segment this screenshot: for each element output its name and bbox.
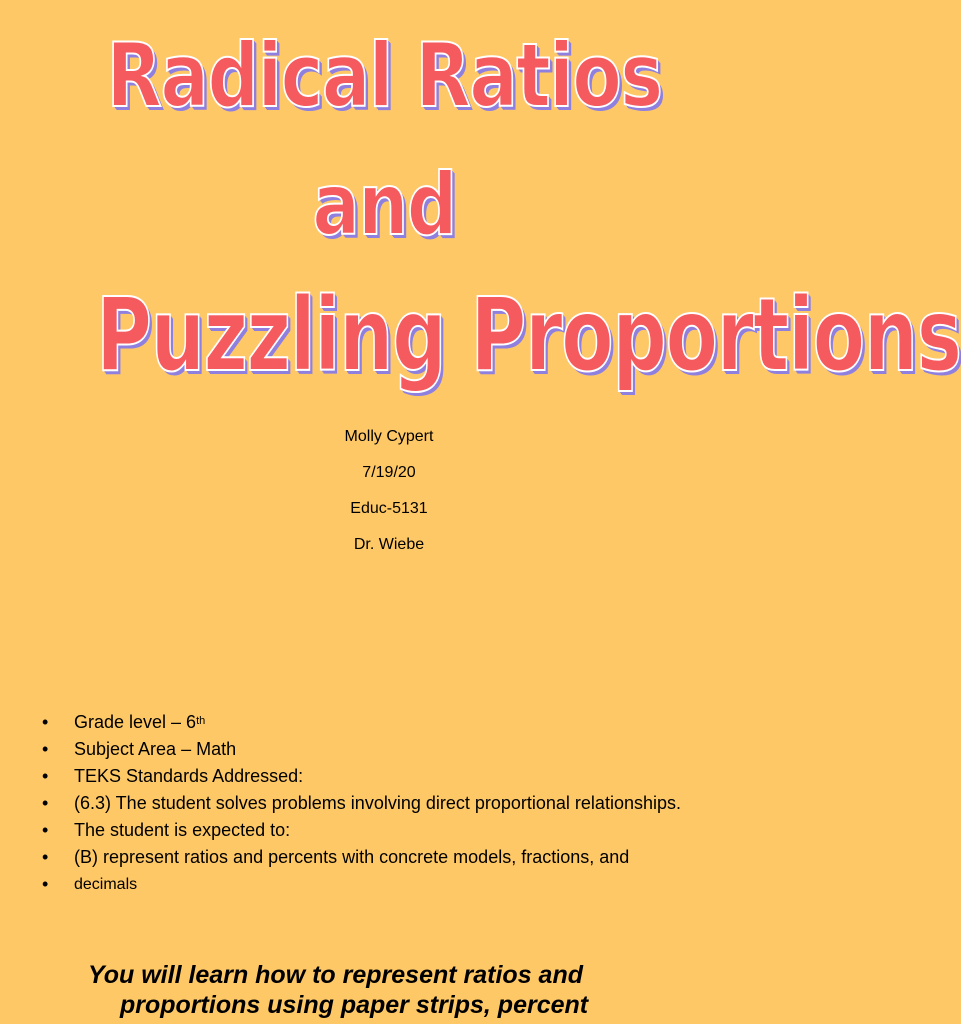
list-item <box>42 739 722 760</box>
list-item <box>42 874 722 895</box>
title-line-3: Puzzling Proportions <box>96 276 961 395</box>
list-item <box>42 820 722 841</box>
bullet-icon: • <box>42 820 49 840</box>
requirement-text: (B) represent ratios and percents with concrete models, fractions, and <box>74 847 630 867</box>
closing-line-1: You will learn how to represent ratios and <box>88 961 583 989</box>
list-item <box>42 766 722 787</box>
title-line-1: Radical Ratios <box>106 24 662 127</box>
grade-level-text: Grade level – 6 <box>74 712 197 732</box>
grade-suffix: th <box>196 715 206 727</box>
bullet-icon: • <box>42 793 49 813</box>
teks-heading-text: TEKS Standards Addressed: <box>74 766 304 786</box>
author-block <box>0 428 778 572</box>
bullet-icon: • <box>42 766 49 786</box>
bullet-icon: • <box>42 874 49 894</box>
expectation-text: The student is expected to: <box>74 820 291 840</box>
bullet-icon: • <box>42 739 49 759</box>
list-item <box>42 712 722 733</box>
course-code: Educ-5131 <box>350 500 428 517</box>
bullet-icon: • <box>42 847 49 867</box>
standard-text: (6.3) The student solves problems involving direct proportional relationships. <box>74 793 681 813</box>
author-name: Molly Cypert <box>344 428 434 445</box>
closing-line-2: proportions using paper strips, percent <box>120 991 589 1019</box>
subject-area-text: Subject Area – Math <box>74 739 237 759</box>
list-item <box>42 847 722 868</box>
list-item <box>42 793 722 814</box>
decimals-text: decimals <box>74 876 138 893</box>
presentation-date: 7/19/20 <box>362 464 416 481</box>
closing-statement <box>88 960 748 1020</box>
objectives-list <box>42 712 722 901</box>
title-line-2: and <box>312 155 456 255</box>
bullet-icon: • <box>42 712 49 732</box>
instructor-name: Dr. Wiebe <box>353 536 425 553</box>
